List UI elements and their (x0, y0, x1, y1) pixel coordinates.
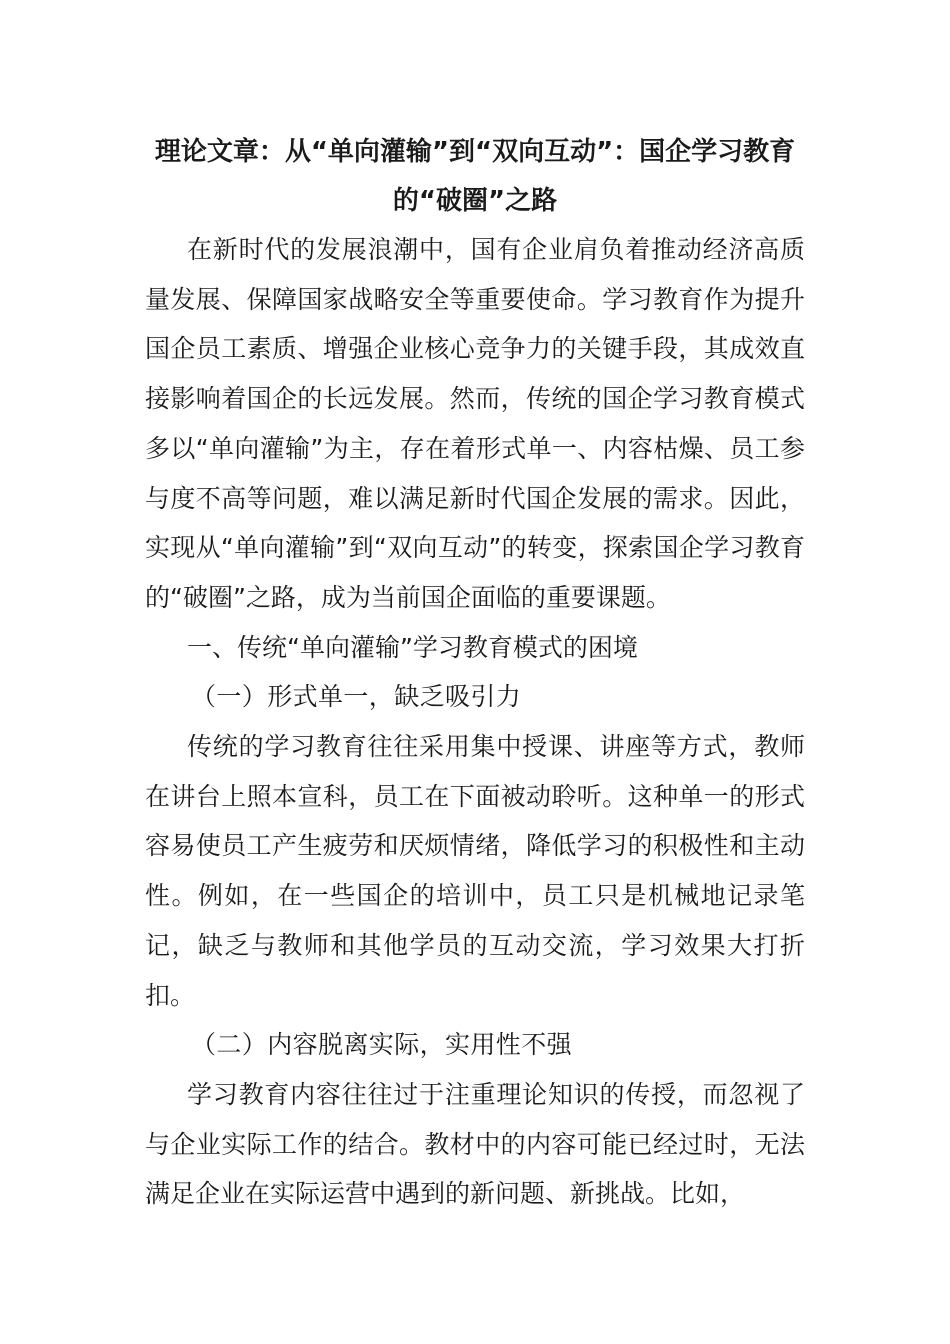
intro-paragraph: 在新时代的发展浪潮中，国有企业肩负着推动经济高质量发展、保障国家战略安全等重要使命。学习教育作为提升国企员工素质、增强企业核心竞争力的关键手段，其成效直接影响着国企的长远发展。然而，传统的国企学习教育模式多以“单向灌输”为主，存在着形式单一、内容枯燥、员工参与度不高等问题，难以满足新时代国企发展的需求。因此，实现从“单向灌输”到“双向互动”的转变，探索国企学习教育的“破圈”之路，成为当前国企面临的重要课题。 (145, 235, 805, 612)
section-heading-1: 一、传统“单向灌输”学习教育模式的困境 (187, 632, 638, 662)
body-paragraph-1: 传统的学习教育往往采用集中授课、讲座等方式，教师在讲台上照本宣科，员工在下面被动聆听。这种单一的形式容易使员工产生疲劳和厌烦情绪，降低学习的积极性和主动性。例如，在一些国企的培训中，员工只是机械地记录笔记，缺乏与教师和其他学员的互动交流，学习效果大打折扣。 (145, 732, 805, 1010)
subsection-heading-2: （二）内容脱离实际，实用性不强 (191, 1030, 573, 1060)
subsection-heading-1: （一）形式单一，缺乏吸引力 (191, 682, 522, 712)
body-paragraph-2: 学习教育内容往往过于注重理论知识的传授，而忽视了与企业实际工作的结合。教材中的内容可能已经过时，无法满足企业在实际运营中遇到的新问题、新挑战。比如， (145, 1079, 805, 1209)
document-title: 理论文章：从“单向灌输”到“双向互动”：国企学习教育的“破圈”之路 (154, 137, 796, 216)
document-body (145, 225, 805, 1219)
